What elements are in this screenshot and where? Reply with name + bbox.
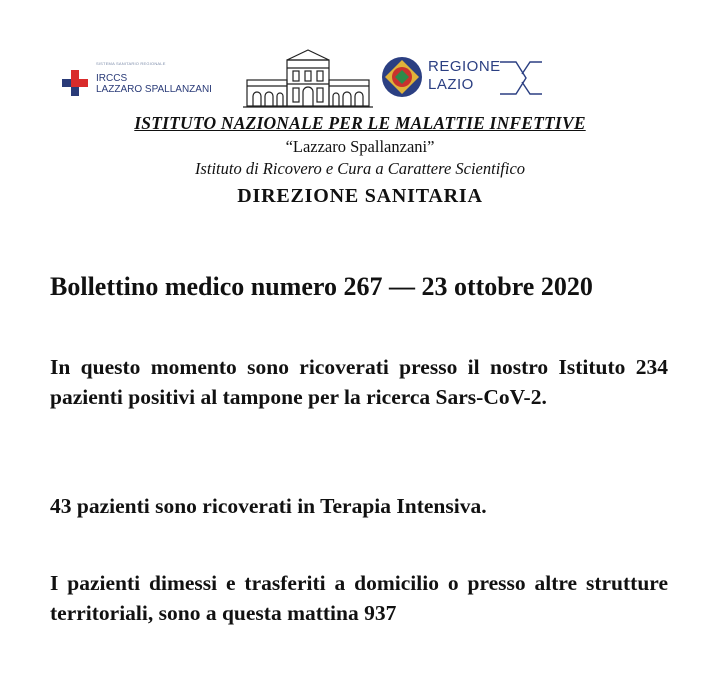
regione-label: REGIONE (428, 58, 501, 75)
regione-lines-decoration (500, 58, 542, 98)
regione-lazio-wordmark (428, 58, 501, 94)
institute-building-logo (243, 46, 373, 110)
irccs-spallanzani-logo (60, 60, 240, 100)
bulletin-paragraph-hospitalized: In questo momento sono ricoverati presso il nostro Istituto 234 pazienti positivi al tampone per la ricerca Sars-CoV-2. (50, 355, 668, 409)
irccs-system-label: SISTEMA SANITARIO REGIONALE (96, 61, 166, 66)
document-header (0, 110, 720, 212)
institute-subtitle: Istituto di Ricovero e Cura a Carattere Scientifico (194, 159, 526, 178)
spallanzani-label: LAZZARO SPALLANZANI (96, 84, 212, 95)
logo-bar (0, 40, 720, 112)
department-title: DIREZIONE SANITARIA (237, 185, 483, 207)
red-cross-icon (62, 70, 88, 96)
bulletin-paragraph-discharged: I pazienti dimessi e trasferiti a domicilio o presso altre strutture territoriali, sono a questa mattina 937 (50, 571, 668, 625)
irccs-label: IRCCS (96, 73, 128, 84)
institute-name: “Lazzaro Spallanzani” (285, 137, 435, 156)
lazio-label: LAZIO (428, 76, 474, 93)
institute-title: ISTITUTO NAZIONALE PER LE MALATTIE INFETTIVE (134, 113, 586, 133)
bulletin-paragraph-intensive-care: 43 pazienti sono ricoverati in Terapia Intensiva. (50, 494, 487, 518)
regione-lazio-emblem-icon (381, 56, 423, 98)
bulletin-title: Bollettino medico numero 267 — 23 ottobre 2020 (50, 272, 593, 301)
